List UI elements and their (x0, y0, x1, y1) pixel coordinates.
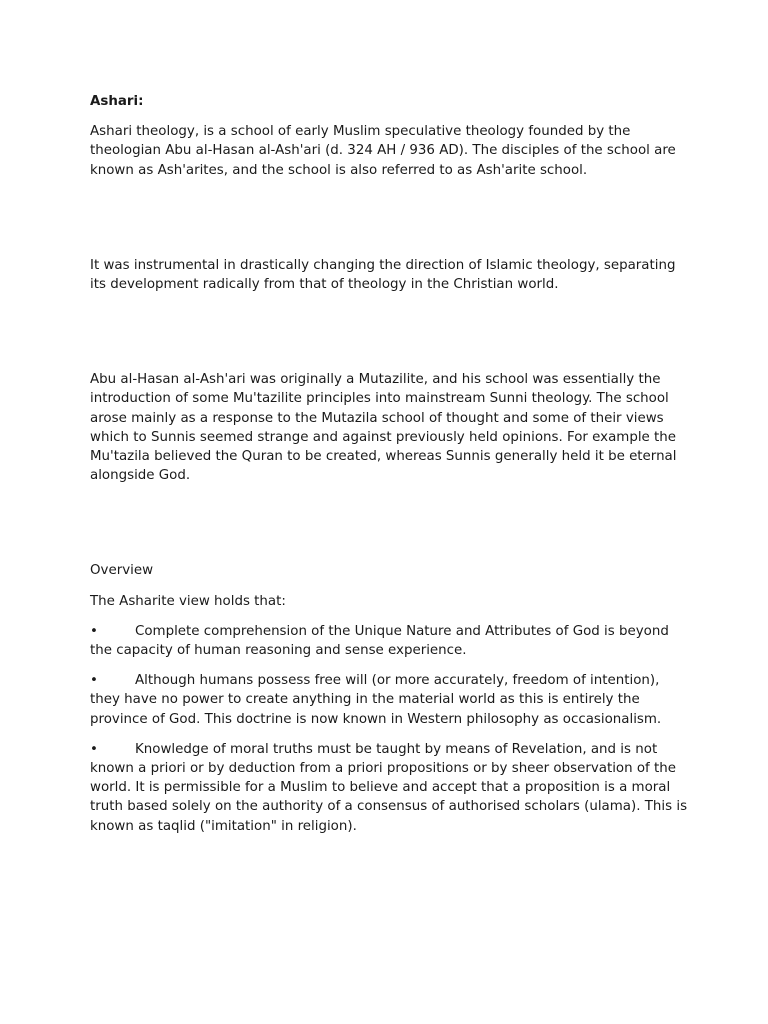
document-body (90, 92, 690, 836)
list-item (90, 622, 690, 660)
paragraph-intro: Ashari theology, is a school of early Muslim speculative theology founded by the theologian Abu al-Hasan al-Ash'ari (d. 324 AH / 936 AD). The disciples of the school are known as Ash'arites, and the school is also referred to as Ash'arite school. (90, 124, 676, 178)
bullet-icon: • (90, 741, 98, 757)
overview-heading: Overview (90, 563, 154, 579)
overview-intro: The Asharite view holds that: (90, 593, 286, 609)
list-item-text: Complete comprehension of the Unique Nature and Attributes of God is beyond the capacity of human reasoning and sense experience. (90, 623, 669, 659)
list-item (90, 671, 690, 729)
document-title: Ashari: (90, 94, 144, 109)
paragraph-influence: It was instrumental in drastically changing the direction of Islamic theology, separating its development radically from that of theology in the Christian world. (90, 257, 676, 293)
paragraph-history: Abu al-Hasan al-Ash'ari was originally a Mutazilite, and his school was essentially the introduction of some Mu'tazilite principles into mainstream Sunni theology. The school arose mainly as a response to the Mutazila school of thought and some of their views which to Sunnis seemed strange and against previously held opinions. For example the Mu'tazila believed the Quran to be created, whereas Sunnis generally held it be eternal alongside God. (90, 372, 677, 484)
list-item-text: Although humans possess free will (or more accurately, freedom of intention), they have no power to create anything in the material world as this is entirely the province of God. This doctrine is now known in Western philosophy as occasionalism. (90, 673, 662, 727)
list-item-text: Knowledge of moral truths must be taught by means of Revelation, and is not known a priori or by deduction from a priori propositions or by sheer observation of the world. It is permissible for a Muslim to believe and accept that a proposition is a moral truth based solely on the authority of a consensus of authorised scholars (ulama). This is known as taqlid ("imitation" in religion). (90, 741, 688, 834)
bullet-icon: • (90, 623, 98, 639)
list-item (90, 740, 690, 836)
bullet-icon: • (90, 673, 98, 689)
